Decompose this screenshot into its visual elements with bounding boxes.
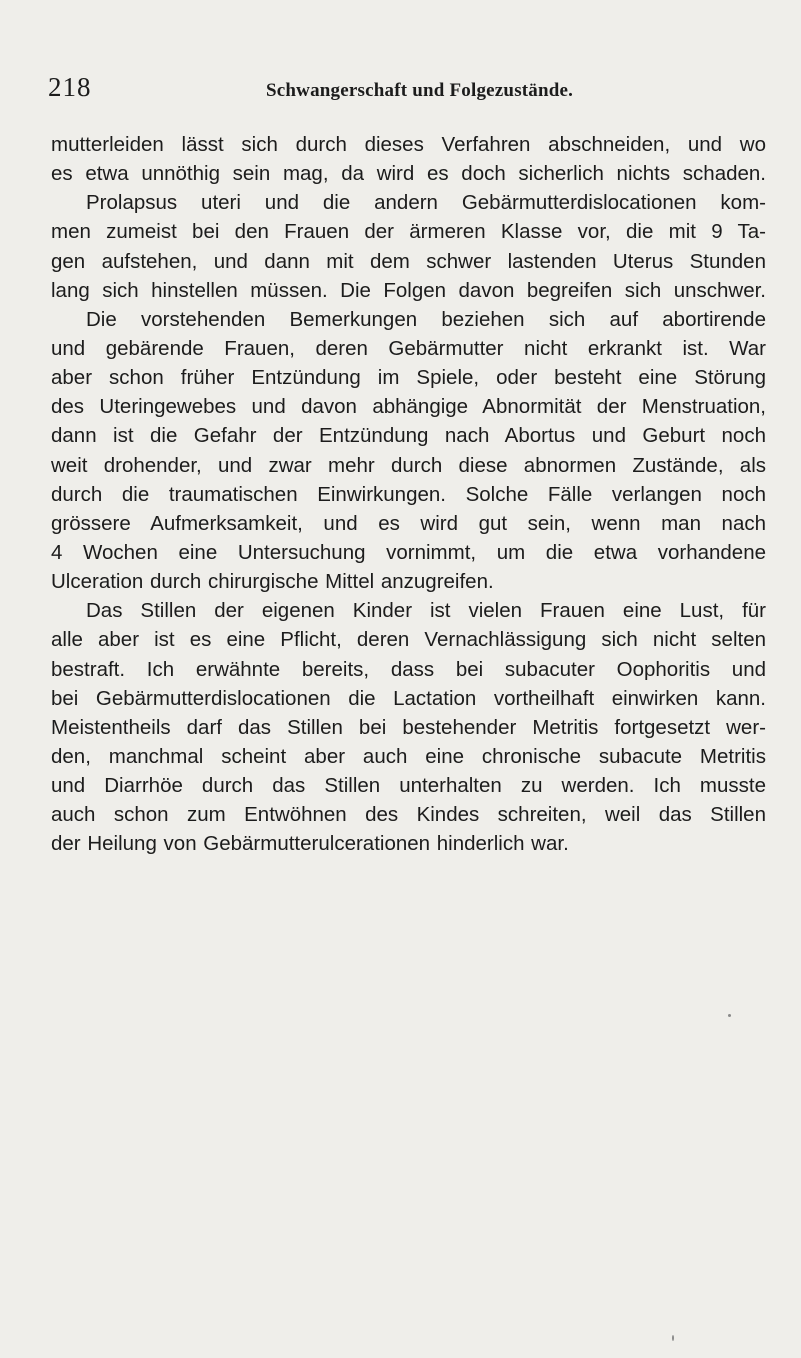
text-line: und gebärende Frauen, deren Gebärmutter nicht erkrankt ist. War: [51, 336, 766, 360]
paper-speck: [672, 1335, 674, 1341]
text-line: grössere Aufmerksamkeit, und es wird gut sein, wenn man nach: [51, 511, 766, 535]
paper-speck: [728, 1014, 731, 1017]
body-text: [51, 130, 766, 859]
text-line: es etwa unnöthig sein mag, da wird es doch sicherlich nichts schaden.: [51, 162, 766, 186]
running-title: Schwangerschaft und Folgezustände.: [266, 80, 574, 101]
text-line: Meistentheils darf das Stillen bei bestehender Metritis fortgesetzt wer-: [51, 715, 766, 739]
text-line: bei Gebärmutterdislocationen die Lactation vortheilhaft einwirken kann.: [51, 686, 766, 710]
text-line: mutterleiden lässt sich durch dieses Verfahren abschneiden, und wo: [51, 133, 766, 156]
text-line: den, manchmal scheint aber auch eine chronische subacute Metritis: [51, 744, 766, 768]
text-line: durch die traumatischen Einwirkungen. Solche Fälle verlangen noch: [51, 482, 766, 506]
text-line: 4 Wochen eine Untersuchung vornimmt, um die etwa vorhandene: [51, 540, 766, 564]
text-line: dann ist die Gefahr der Entzündung nach Abortus und Geburt noch: [51, 424, 766, 448]
text-line: Das Stillen der eigenen Kinder ist vielen Frauen eine Lust, für: [86, 599, 766, 623]
text-line: der Heilung von Gebärmutterulcerationen hinderlich war.: [51, 832, 569, 856]
text-line: Ulceration durch chirurgische Mittel anzugreifen.: [51, 570, 494, 594]
text-line: men zumeist bei den Frauen der ärmeren Klasse vor, die mit 9 Ta-: [51, 220, 766, 244]
text-line: gen aufstehen, und dann mit dem schwer lastenden Uterus Stunden: [51, 249, 766, 273]
running-head: [48, 72, 768, 112]
text-line: weit drohender, und zwar mehr durch diese abnormen Zustände, als: [51, 453, 766, 477]
text-line: aber schon früher Entzündung im Spiele, oder besteht eine Störung: [51, 366, 766, 390]
text-line: bestraft. Ich erwähnte bereits, dass bei subacuter Oophoritis und: [51, 657, 766, 681]
text-line: Die vorstehenden Bemerkungen beziehen sich auf abortirende: [86, 307, 766, 331]
text-line: des Uteringewebes und davon abhängige Abnormität der Menstruation,: [51, 395, 766, 419]
text-line: alle aber ist es eine Pflicht, deren Vernachlässigung sich nicht selten: [51, 628, 766, 652]
text-line: lang sich hinstellen müssen. Die Folgen davon begreifen sich unschwer.: [51, 278, 766, 302]
text-line: Prolapsus uteri und die andern Gebärmutterdislocationen kom-: [86, 191, 766, 215]
text-line: auch schon zum Entwöhnen des Kindes schreiten, weil das Stillen: [51, 803, 766, 827]
text-line: und Diarrhöe durch das Stillen unterhalten zu werden. Ich musste: [51, 774, 766, 798]
page-number: 218: [48, 72, 92, 102]
